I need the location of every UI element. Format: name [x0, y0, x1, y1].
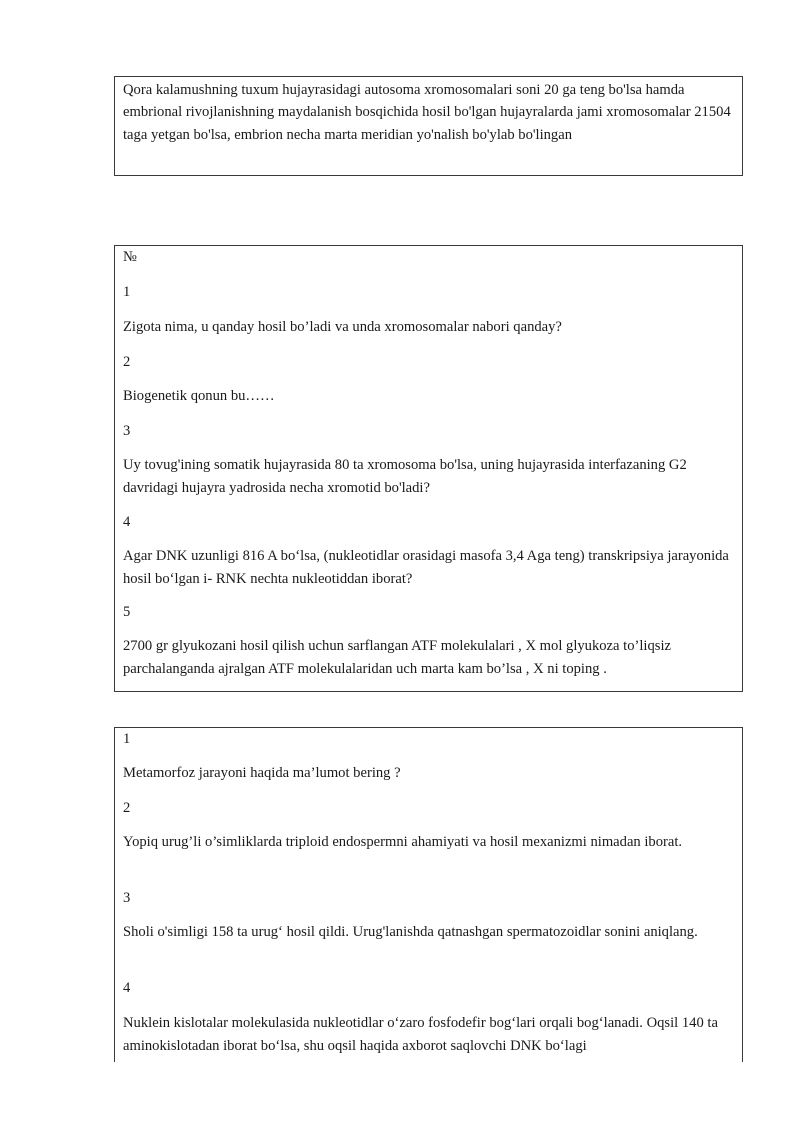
question-number: 4: [123, 980, 131, 996]
task-text: Qora kalamushning tuxum hujayrasidagi autosoma xromosomalari soni 20 ga teng bo'lsa hamda embrional rivojlanishning maydalanish bosqichida hosil bo'lgan hujayralarda jami xromosomalar 21504 taga yetgan bo'lsa, embrion necha marta meridian yo'nalish bo'ylab bo'lingan: [123, 82, 731, 143]
question-number: 5: [123, 604, 131, 620]
question-number: 4: [123, 514, 131, 530]
question-number: 2: [123, 800, 131, 816]
question-number: 3: [123, 423, 131, 439]
question-text: Agar DNK uzunligi 816 A bo‘lsa, (nukleotidlar orasidagi masofa 3,4 Aga teng) transkripsiya jarayonida hosil bo‘lgan i- RNK nechta nukleotiddan iborat?: [123, 548, 729, 587]
question-text: Uy tovug'ining somatik hujayrasida 80 ta xromosoma bo'lsa, uning hujayrasida interfazaning G2 davridagi hujayra yadrosida necha xromotid bo'ladi?: [123, 457, 687, 496]
question-text: Yopiq urug’li o’simliklarda triploid endospermni ahamiyati va hosil mexanizmi nimadan iborat.: [123, 834, 683, 850]
task-box: [114, 76, 743, 176]
question-text: Biogenetik qonun bu……: [123, 388, 275, 404]
number-header: №: [123, 249, 137, 265]
question-number: 1: [123, 284, 131, 300]
question-number: 1: [123, 731, 131, 747]
question-table-1: [114, 245, 743, 692]
question-table-2: [114, 727, 743, 1062]
question-number: 2: [123, 354, 131, 370]
question-number: 3: [123, 890, 131, 906]
question-text: 2700 gr glyukozani hosil qilish uchun sarflangan ATF molekulalari , X mol glyukoza to’liqsiz parchalanganda ajralgan ATF molekulalaridan uch marta kam bo’lsa , X ni toping .: [123, 638, 671, 677]
question-text: Nuklein kislotalar molekulasida nukleotidlar o‘zaro fosfodefir bog‘lari orqali bog‘lanadi. Oqsil 140 ta aminokislotadan iborat bo‘lsa, shu oqsil haqida axborot saqlovchi DNK bo‘lagi: [123, 1015, 718, 1054]
question-text: Zigota nima, u qanday hosil bo’ladi va unda xromosomalar nabori qanday?: [123, 319, 562, 335]
question-text: Metamorfoz jarayoni haqida ma’lumot bering ?: [123, 765, 401, 781]
question-text: Sholi o'simligi 158 ta urug‘ hosil qildi. Urug'lanishda qatnashgan spermatozoidlar sonini aniqlang.: [123, 924, 698, 940]
